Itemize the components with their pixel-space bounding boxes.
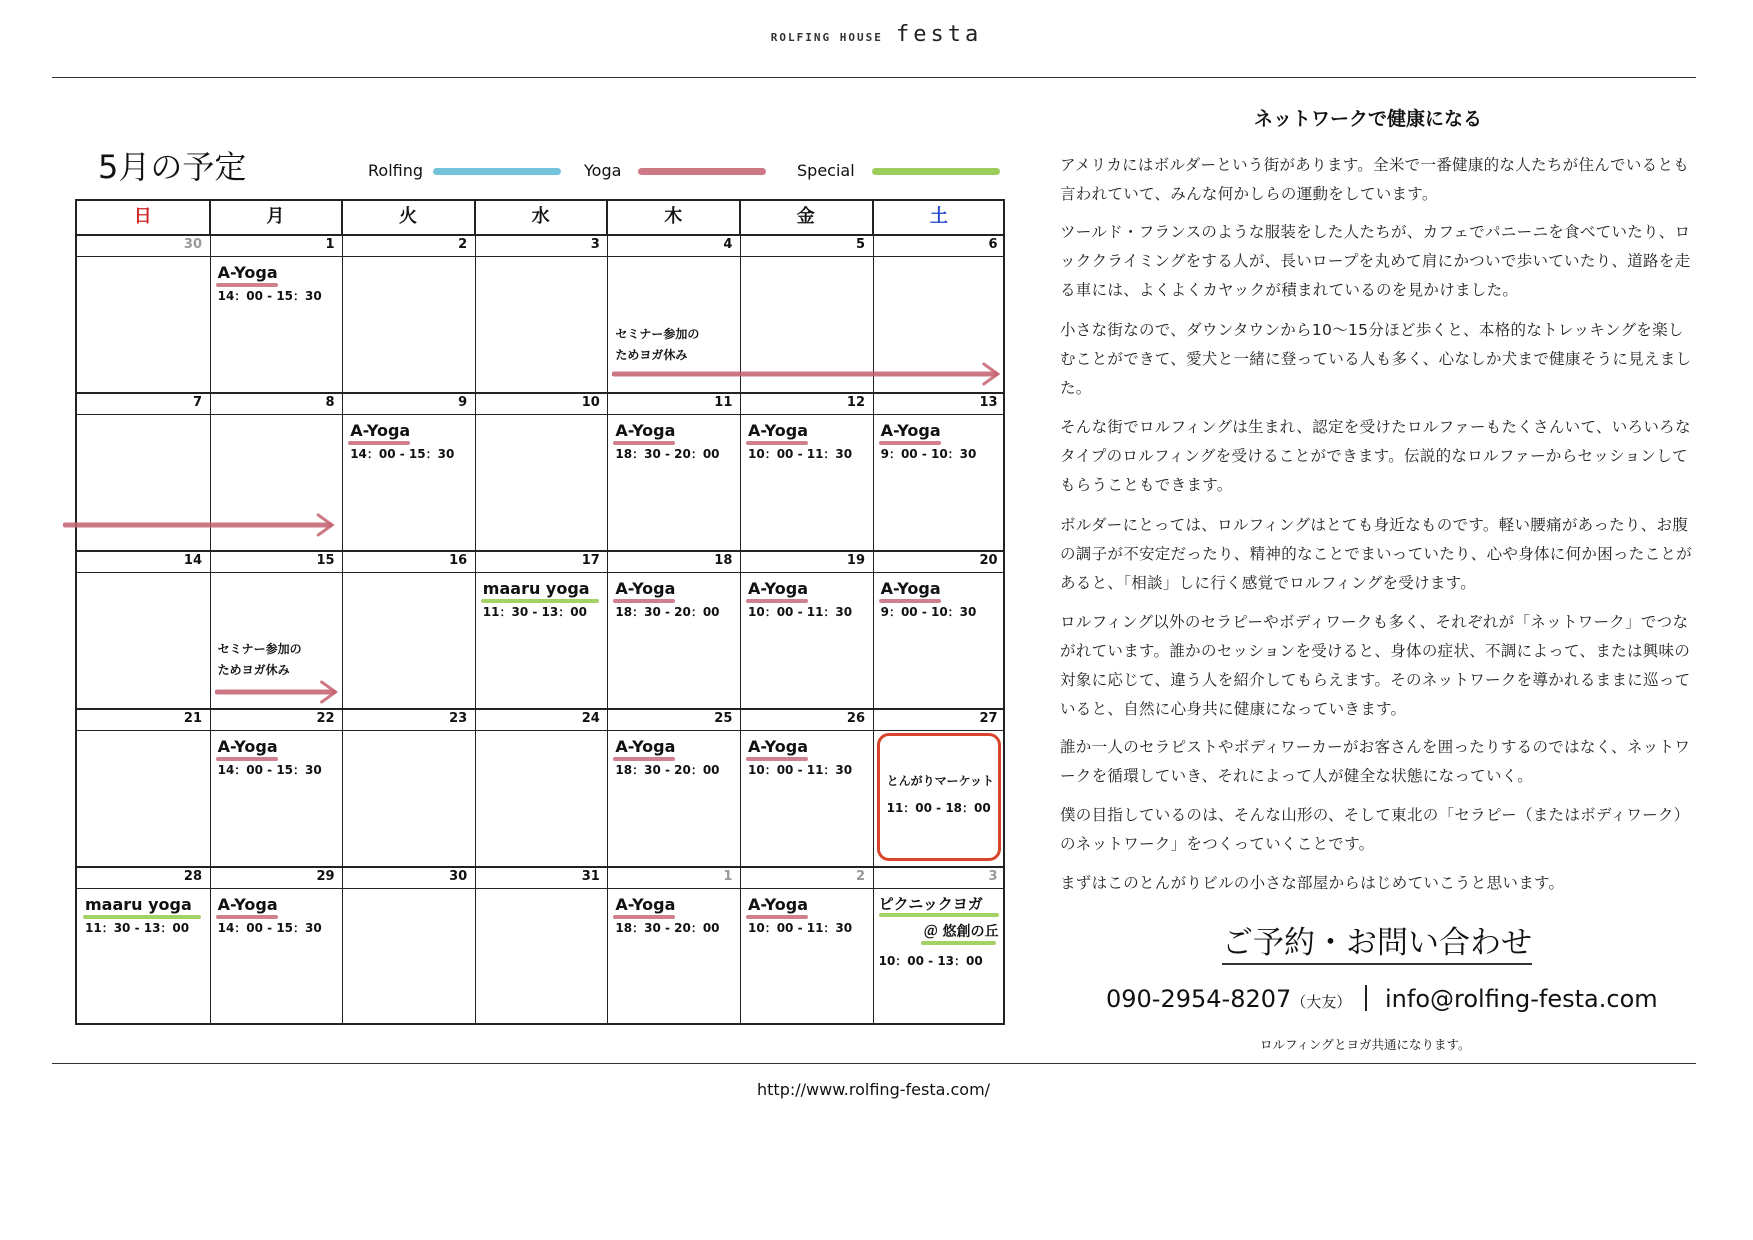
phone-contact-name: （大友） — [1291, 993, 1352, 1011]
event-time: 11：30 - 13：00 — [482, 605, 587, 619]
seminar-arrow-icon — [215, 680, 340, 704]
date-number: 20 — [979, 553, 998, 568]
contact-separator — [1365, 985, 1367, 1011]
date-number: 5 — [855, 237, 865, 252]
legend-rolfing-label: Rolfing — [368, 161, 424, 180]
column-divider — [342, 201, 343, 1023]
date-number: 24 — [581, 711, 600, 726]
contact-note: ロルフィングとヨガ共通になります。 — [1260, 1037, 1471, 1052]
article-paragraph: 小さな街なので、ダウンタウンから10〜15分ほど歩くと、本格的なトレッキングを楽しむことができて、愛犬と一緒に登っている人も多く、心なしか犬まで健康そうに見えました。 — [1060, 321, 1692, 397]
date-number: 17 — [581, 553, 600, 568]
weekday-header: 日 — [77, 201, 210, 234]
event-name[interactable]: A-Yoga — [615, 737, 676, 756]
seminar-note-line2: ためヨガ休み — [615, 348, 688, 362]
event-time: 9：00 - 10：30 — [880, 605, 977, 619]
column-divider — [475, 201, 476, 1023]
event-time: 9：00 - 10：30 — [880, 447, 977, 461]
article-paragraph: 誰か一人のセラピストやボディワーカーがお客さんを囲ったりするのではなく、ネットワークを循環していき、それによって人が健全な状態になっていく。 — [1060, 738, 1691, 785]
event-name[interactable]: maaru yoga — [85, 895, 192, 914]
seminar-arrow-icon — [612, 362, 1002, 386]
date-number: 23 — [449, 711, 468, 726]
date-number: 28 — [183, 869, 202, 884]
date-number: 12 — [846, 395, 865, 410]
event-time: 18：30 - 20：00 — [615, 921, 720, 935]
article-paragraph: まずはこのとんがりビルの小さな部屋からはじめていこうと思います。 — [1060, 874, 1565, 892]
weekday-header: 土 — [929, 206, 948, 227]
market-frame — [877, 733, 1002, 861]
legend-special-label: Special — [797, 161, 855, 180]
date-number: 2 — [458, 237, 468, 252]
date-number: 11 — [714, 395, 733, 410]
date-number: 3 — [590, 237, 600, 252]
week-divider — [77, 866, 1003, 868]
weekday-header: 月 — [210, 201, 343, 234]
event-name[interactable]: A-Yoga — [748, 579, 809, 598]
event-time: 14：00 - 15：30 — [217, 921, 322, 935]
weekday-header-divider — [77, 234, 1003, 236]
event-name[interactable]: A-Yoga — [217, 737, 278, 756]
brand-small-text: ROLFING HOUSE — [770, 31, 883, 44]
article-paragraph: アメリカにはボルダーという街があります。全米で一番健康的な人たちが住んでいるとも言われていて、みんな何かしらの運動をしています。 — [1060, 156, 1690, 203]
date-number: 30 — [183, 237, 202, 252]
date-number: 6 — [988, 237, 998, 252]
event-name[interactable]: A-Yoga — [217, 895, 278, 914]
legend-yoga-swatch — [638, 168, 766, 175]
date-row-divider — [77, 888, 1003, 889]
date-number: 30 — [449, 869, 468, 884]
event-time: 18：30 - 20：00 — [615, 763, 720, 777]
seminar-note-line1: セミナー参加の — [217, 642, 302, 656]
weekday-header: 金 — [740, 201, 873, 234]
picnic-place: ＠ 悠創の丘 — [923, 924, 999, 940]
market-name: とんがりマーケット — [886, 774, 994, 788]
legend-rolfing-swatch — [433, 168, 561, 175]
picnic-name[interactable]: ピクニックヨガ — [878, 895, 983, 913]
date-number: 27 — [979, 711, 998, 726]
event-name[interactable]: A-Yoga — [748, 895, 809, 914]
date-number: 2 — [855, 869, 865, 884]
event-name[interactable]: A-Yoga — [748, 421, 809, 440]
website-url-link[interactable]: http://www.rolfing-festa.com/ — [757, 1080, 991, 1099]
week-divider — [77, 392, 1003, 394]
brand-logo — [0, 22, 1753, 47]
brand-big-text: festa — [895, 22, 983, 47]
date-number: 9 — [458, 395, 468, 410]
week-divider — [77, 708, 1003, 710]
seminar-arrow-icon — [63, 513, 336, 537]
date-number: 14 — [183, 553, 202, 568]
seminar-note-line1: セミナー参加の — [615, 327, 700, 341]
event-time: 14：00 - 15：30 — [217, 289, 322, 303]
event-time: 14：00 - 15：30 — [350, 447, 455, 461]
date-row-divider — [77, 256, 1003, 257]
date-number: 26 — [846, 711, 865, 726]
calendar-grid — [75, 199, 1005, 1025]
weekday-header: 水 — [475, 201, 608, 234]
date-number: 1 — [723, 869, 733, 884]
date-number: 25 — [714, 711, 733, 726]
top-divider — [52, 77, 1696, 78]
weekday-header: 木 — [607, 201, 740, 234]
date-row-divider — [77, 414, 1003, 415]
event-time: 11：30 - 13：00 — [85, 921, 190, 935]
date-number: 10 — [581, 395, 600, 410]
article-paragraph: ツールド・フランスのような服装をした人たちが、カフェでパニーニを食べていたり、ロッククライミングをする人が、長いロープを丸めて肩にかついで歩いていたり、道路を走る車には、よくよくカヤックが積まれているのを見かけました。 — [1060, 223, 1691, 299]
date-number: 18 — [714, 553, 733, 568]
event-name[interactable]: maaru yoga — [482, 579, 590, 598]
event-time: 10：00 - 11：30 — [748, 921, 853, 935]
legend-special-swatch — [872, 168, 1000, 175]
date-number: 16 — [449, 553, 468, 568]
column-divider — [873, 201, 874, 1023]
picnic-place-underline — [921, 941, 996, 945]
article-paragraph: ロルフィング以外のセラピーやボディワークも多く、それぞれが「ネットワーク」でつながれています。誰かのセッションを受けると、身体の症状、不調によって、または興味の対象に応じて、違う人を紹介してもらえます。そのネットワークを導かれるままに巡っていると、自然に心身共に健康になっていきます。 — [1060, 613, 1691, 718]
event-time: 14：00 - 15：30 — [217, 763, 322, 777]
market-time: 11：00 - 18：00 — [886, 801, 991, 815]
event-name[interactable]: A-Yoga — [748, 737, 809, 756]
legend-yoga-label: Yoga — [584, 161, 622, 180]
event-time: 10：00 - 11：30 — [748, 447, 853, 461]
picnic-underline — [879, 913, 999, 917]
column-divider — [740, 201, 741, 1023]
event-name[interactable]: A-Yoga — [615, 579, 676, 598]
event-name[interactable]: A-Yoga — [350, 421, 411, 440]
date-number: 8 — [325, 395, 335, 410]
column-divider — [607, 201, 608, 1023]
date-number: 22 — [316, 711, 335, 726]
calendar-title: 5月の予定 — [98, 148, 247, 186]
picnic-time: 10：00 - 13：00 — [878, 954, 983, 968]
date-number: 31 — [581, 869, 600, 884]
event-name[interactable]: A-Yoga — [880, 579, 941, 598]
event-name[interactable]: A-Yoga — [615, 895, 676, 914]
date-number: 29 — [316, 869, 335, 884]
column-divider — [210, 201, 211, 1023]
event-name[interactable]: A-Yoga — [615, 421, 676, 440]
event-time: 18：30 - 20：00 — [615, 447, 720, 461]
article-paragraph: ボルダーにとっては、ロルフィングはとても身近なものです。軽い腰痛があったり、お腹の調子が不安定だったり、精神的なことでまいっていたり、心や身体に何か困ったことがあると、「相談」しに行く感覚でロルフィングを受けます。 — [1060, 516, 1693, 592]
bottom-divider — [52, 1063, 1696, 1064]
contact-heading: ご予約・お問い合わせ — [1222, 923, 1532, 965]
weekday-header: 火 — [342, 201, 475, 234]
date-number: 7 — [192, 395, 202, 410]
event-name[interactable]: A-Yoga — [880, 421, 941, 440]
phone-number-text: 090-2954-8207 — [1106, 985, 1292, 1013]
seminar-note-line2: ためヨガ休み — [217, 663, 290, 677]
week-divider — [77, 550, 1003, 552]
email-link[interactable]: info@rolfing-festa.com — [1385, 985, 1658, 1013]
date-number: 4 — [723, 237, 733, 252]
event-time: 10：00 - 11：30 — [748, 605, 853, 619]
phone-number[interactable] — [1106, 985, 1351, 1013]
date-number: 21 — [183, 711, 202, 726]
date-row-divider — [77, 572, 1003, 573]
date-number: 19 — [846, 553, 865, 568]
event-name[interactable]: A-Yoga — [217, 263, 278, 282]
date-row-divider — [77, 730, 1003, 731]
article-title: ネットワークで健康になる — [1254, 108, 1483, 130]
article-paragraph: そんな街でロルフィングは生まれ、認定を受けたロルファーもたくさんいて、いろいろなタイプのロルフィングを受けることができます。伝説的なロルファーからセッションしてもらうこともできます。 — [1060, 418, 1691, 494]
article-paragraph: 僕の目指しているのは、そんな山形の、そして東北の「セラピー（またはボディワーク）のネットワーク」をつくっていくことです。 — [1060, 806, 1690, 853]
date-number: 3 — [988, 869, 998, 884]
event-time: 10：00 - 11：30 — [748, 763, 853, 777]
date-number: 13 — [979, 395, 998, 410]
date-number: 15 — [316, 553, 335, 568]
date-number: 1 — [325, 237, 335, 252]
event-time: 18：30 - 20：00 — [615, 605, 720, 619]
